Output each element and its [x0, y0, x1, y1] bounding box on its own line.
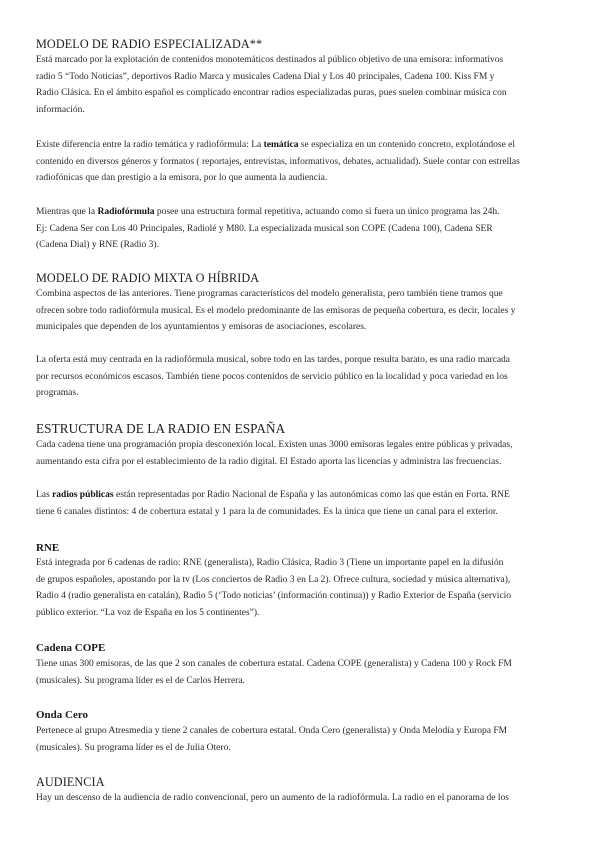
paragraph-cadena-cope: Tiene unas 300 emisoras, de las que 2 son canales de cobertura estatal. Cadena COPE (generalista) y Cadena 100 y Rock FM (musicales). Su programa líder es el de Carlos Herrera. [36, 659, 512, 686]
paragraph-radios-publicas: Las radios públicas están representadas por Radio Nacional de España y las autonómicas como las que están en Forta. RNE tiene 6 canales distintos: 4 de cobertura estatal y 1 para la de comunidades. Es la única que tiene un canal para el exterior. [36, 490, 510, 517]
heading-estructura-radio: ESTRUCTURA DE LA RADIO EN ESPAÑA [36, 421, 286, 436]
paragraph-audiencia: Hay un descenso de la audiencia de radio convencional, pero un aumento de la radiofórmula. La radio en el panorama de los [36, 793, 509, 803]
paragraph-onda-cero: Pertenece al grupo Atresmedia y tiene 2 canales de cobertura estatal. Onda Cero (generalista) y Onda Melodía y Europa FM (musicales). Su programa líder es el de Julia Otero. [36, 726, 508, 753]
heading-radio-mixta: MODELO DE RADIO MIXTA O HÍBRIDA [36, 271, 260, 285]
heading-audiencia: AUDIENCIA [36, 775, 105, 789]
paragraph-especializada-intro: Está marcado por la explotación de contenidos monotemáticos destinados al público objetivo de una emisora: informativos radio 5 “Todo Noticias”, deportivos Radio Marca y musicales Cadena Dial y Los 40 principales, Cadena 100. Kiss FM y Radio Clásica. En el ámbito español es complicado encontrar radios especializadas puras, pues suelen combinar música con información. [36, 55, 507, 115]
subheading-onda-cero: Onda Cero [36, 709, 89, 721]
heading-radio-especializada: MODELO DE RADIO ESPECIALIZADA** [36, 37, 263, 51]
paragraph-mixta-oferta: La oferta está muy centrada en la radiofórmula musical, sobre todo en las tardes, porque resulta barato, es una radio marcada por recursos económicos escasos. También tiene pocos contenidos de servicio público en la localidad y poca variedad en los programas. [36, 355, 511, 398]
paragraph-rne: Está integrada por 6 cadenas de radio: RNE (generalista), Radio Clásica, Radio 3 (Tiene un importante papel en la difusión de grupos españoles, apostando por la tv (Los conciertos de Radio 3 en La 2). Ofrece cultura, sociedad y música alternativa), Radio 4 (radio generalista en catalán), Radio 5 (‘Todo noticias’ (información continua)) y Radio Exterior de España (servicio público exterior. “La voz de España en los 5 continentes”). [36, 558, 512, 618]
subheading-cadena-cope: Cadena COPE [36, 642, 106, 654]
paragraph-estructura-intro: Cada cadena tiene una programación propia desconexión local. Existen unas 3000 emisoras legales entre públicas y privadas, aumentando esta cifra por el establecimiento de la radio digital. El Estado aporta las licencias y administra las frecuencias. [36, 440, 513, 467]
paragraph-radioformula: Mientras que la Radiofórmula posee una estructura formal repetitiva, actuando como si fuera un único programa las 24h. Ej: Cadena Ser con Los 40 Principales, Radiolé y M80. La especializada musical son COPE (Cadena 100), Cadena SER (Cadena Dial) y RNE (Radio 3). [36, 207, 500, 250]
subheading-rne: RNE [36, 542, 60, 554]
paragraph-mixta-intro: Combina aspectos de las anteriores. Tiene programas característicos del modelo generalista, pero también tiene tramos que ofrecen sobre todo radiofórmula musical. Es el modelo predominante de las emisoras de pequeña cobertura, es decir, locales y municipales que dependen de los ayuntamientos y emisoras de asociaciones, escolares. [36, 289, 516, 332]
paragraph-tematica: Existe diferencia entre la radio temática y radiofórmula: La temática se especializa en un contenido concreto, explotándose el contenido en diversos géneros y formatos ( reportajes, entrevistas, informativos, debates, actualidad). Suele contar con estrellas radiofónicas que dan prestigio a la emisora, por lo que aumenta la audiencia. [36, 140, 520, 183]
